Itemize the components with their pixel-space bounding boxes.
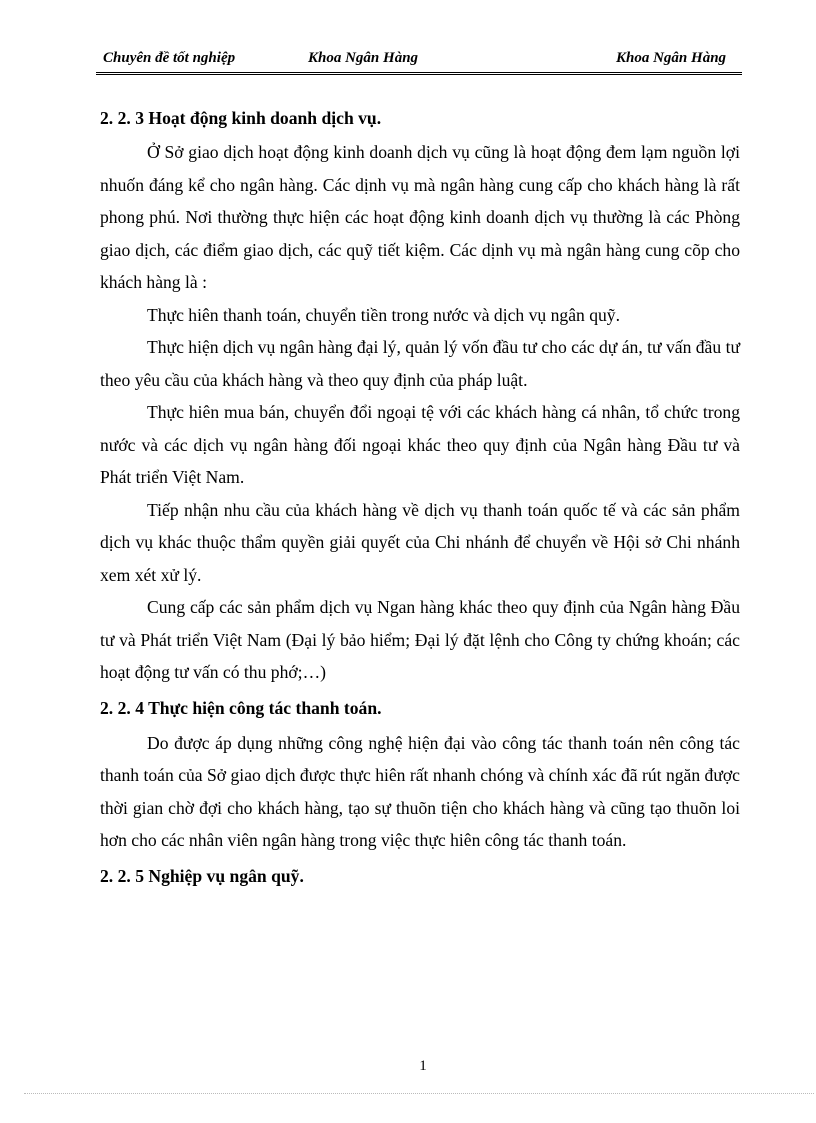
section-heading: 2. 2. 5 Nghiệp vụ ngân quỹ. bbox=[100, 865, 304, 886]
header-middle-text: Khoa Ngân Hàng bbox=[308, 50, 419, 66]
page-bottom-edge bbox=[24, 1093, 814, 1094]
paragraph: Thực hiên thanh toán, chuyển tiền trong nước và dịch vụ ngân quỹ. bbox=[147, 304, 620, 325]
section-heading: 2. 2. 4 Thực hiện công tác thanh toán. bbox=[100, 697, 382, 718]
paragraph: Ở Sở giao dịch hoạt động kinh doanh dịch vụ cũng là hoạt động đem lạm nguồn lợi nhuốn đáng kể cho ngân hàng. Các dịnh vụ mà ngân hàng cung cấp cho khách hàng là rất phong phú. Nơi thường thực hiện các hoạt động kinh doanh dịch vụ thường là các Phòng giao dịch, các điểm giao dịch, các quỹ tiết kiệm. Các dịnh vụ mà ngân hàng cung cõp cho khách hàng là : bbox=[100, 142, 740, 292]
page-number: 1 bbox=[419, 1058, 427, 1074]
section-heading: 2. 2. 3 Hoạt động kinh doanh dịch vụ. bbox=[100, 108, 382, 128]
paragraph: Tiếp nhận nhu cầu của khách hàng về dịch vụ thanh toán quốc tế và các sản phẩm dịch vụ khác thuộc thẩm quyền giải quyết của Chi nhánh để chuyển về Hội sở Chi nhánh xem xét xử lý. bbox=[100, 499, 740, 585]
header-divider bbox=[96, 72, 742, 75]
paragraph: Thực hiện dịch vụ ngân hàng đại lý, quản lý vốn đầu tư cho các dự án, tư vấn đầu tư theo yêu cầu của khách hàng và theo quy định của pháp luật. bbox=[100, 337, 740, 390]
document-body bbox=[100, 104, 740, 890]
paragraph: Do được áp dụng những công nghệ hiện đại vào công tác thanh toán nên công tác thanh toán của Sở giao dịch được thực hiên rất nhanh chóng và chính xác đã rút ngăn được thời gian chờ đợi cho khách hàng, tạo sự thuõn tiện cho khách hàng và cũng tạo thuõn loi hơn cho các nhân viên ngân hàng trong việc thực hiên công tác thanh toán. bbox=[100, 732, 740, 850]
header-right-text: Khoa Ngân Hàng bbox=[616, 50, 727, 66]
paragraph: Thực hiên mua bán, chuyển đổi ngoại tệ với các khách hàng cá nhân, tổ chức trong nước và các dịch vụ ngân hàng đối ngoại khác theo quy định của Ngân hàng Đầu tư và Phát triển Việt Nam. bbox=[100, 402, 740, 487]
page-header bbox=[0, 48, 816, 72]
header-left-text: Chuyên đề tốt nghiệp bbox=[103, 50, 236, 66]
paragraph: Cung cấp các sản phẩm dịch vụ Ngan hàng khác theo quy định của Ngân hàng Đầu tư và Phát triển Việt Nam (Đại lý bảo hiểm; Đại lý đặt lệnh cho Công ty chứng khoán; các hoạt động tư vấn có thu phớ;…) bbox=[100, 597, 740, 682]
